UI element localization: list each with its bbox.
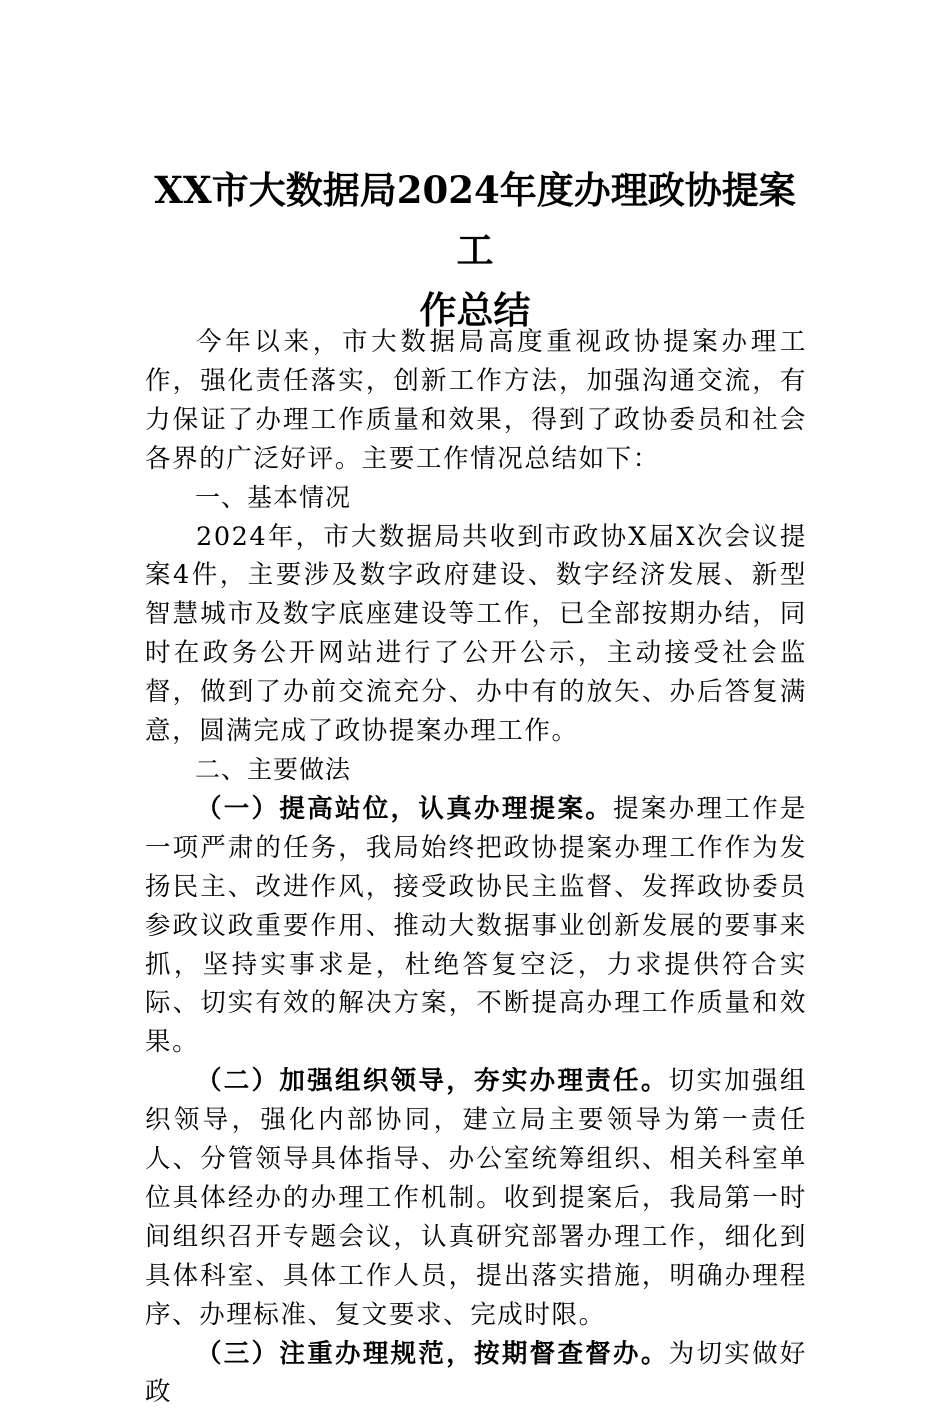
- item-1-lead: （一）提高站位，认真办理提案。: [196, 793, 614, 824]
- title-line-1: XX市大数据局2024年度办理政协提案工: [154, 168, 796, 272]
- title-line-2: 作总结: [419, 288, 531, 332]
- section-2-item-3: [145, 1335, 807, 1412]
- item-3-lead: （三）注重办理规范，按期督查督办。: [196, 1338, 669, 1369]
- section-2-item-1: [145, 790, 807, 1062]
- section-2-item-2: [145, 1062, 807, 1334]
- section-1-paragraph: 2024年，市大数据局共收到市政协X届X次会议提案4件，主要涉及数字政府建设、数字经济发展、新型智慧城市及数字底座建设等工作，已全部按期办结，同时在政务公开网站进行了公开公示，主动接受社会监督，做到了办前交流充分、办中有的放矢、办后答复满意，圆满完成了政协提案办理工作。: [145, 521, 807, 747]
- section-2-heading: 二、主要做法: [195, 754, 352, 784]
- item-3-text: 为切实做好政: [145, 1338, 807, 1408]
- document-body: [145, 323, 807, 1412]
- item-2-lead: （二）加强组织领导，夯实办理责任。: [196, 1066, 669, 1097]
- item-1-text: 提案办理工作是一项严肃的任务，我局始终把政协提案办理工作作为发扬民主、改进作风，接受政协民主监督、发挥政协委员参政议政重要作用、推动大数据事业创新发展的要事来抓，坚持实事求是，杜绝答复空泛，力求提供符合实际、切实有效的解决方案，不断提高办理工作质量和效果。: [145, 793, 807, 1058]
- item-2-text: 切实加强组织领导，强化内部协同，建立局主要领导为第一责任人、分管领导具体指导、办公室统筹组织、相关科室单位具体经办的办理工作机制。收到提案后，我局第一时间组织召开专题会议，认真研究部署办理工作，细化到具体科室、具体工作人员，提出落实措施，明确办理程序、办理标准、复文要求、完成时限。: [145, 1066, 807, 1330]
- section-1-heading: 一、基本情况: [195, 482, 352, 512]
- document-title: [140, 160, 810, 340]
- intro-paragraph: 今年以来，市大数据局高度重视政协提案办理工作，强化责任落实，创新工作方法，加强沟通交流，有力保证了办理工作质量和效果，得到了政协委员和社会各界的广泛好评。主要工作情况总结如下：: [145, 327, 807, 474]
